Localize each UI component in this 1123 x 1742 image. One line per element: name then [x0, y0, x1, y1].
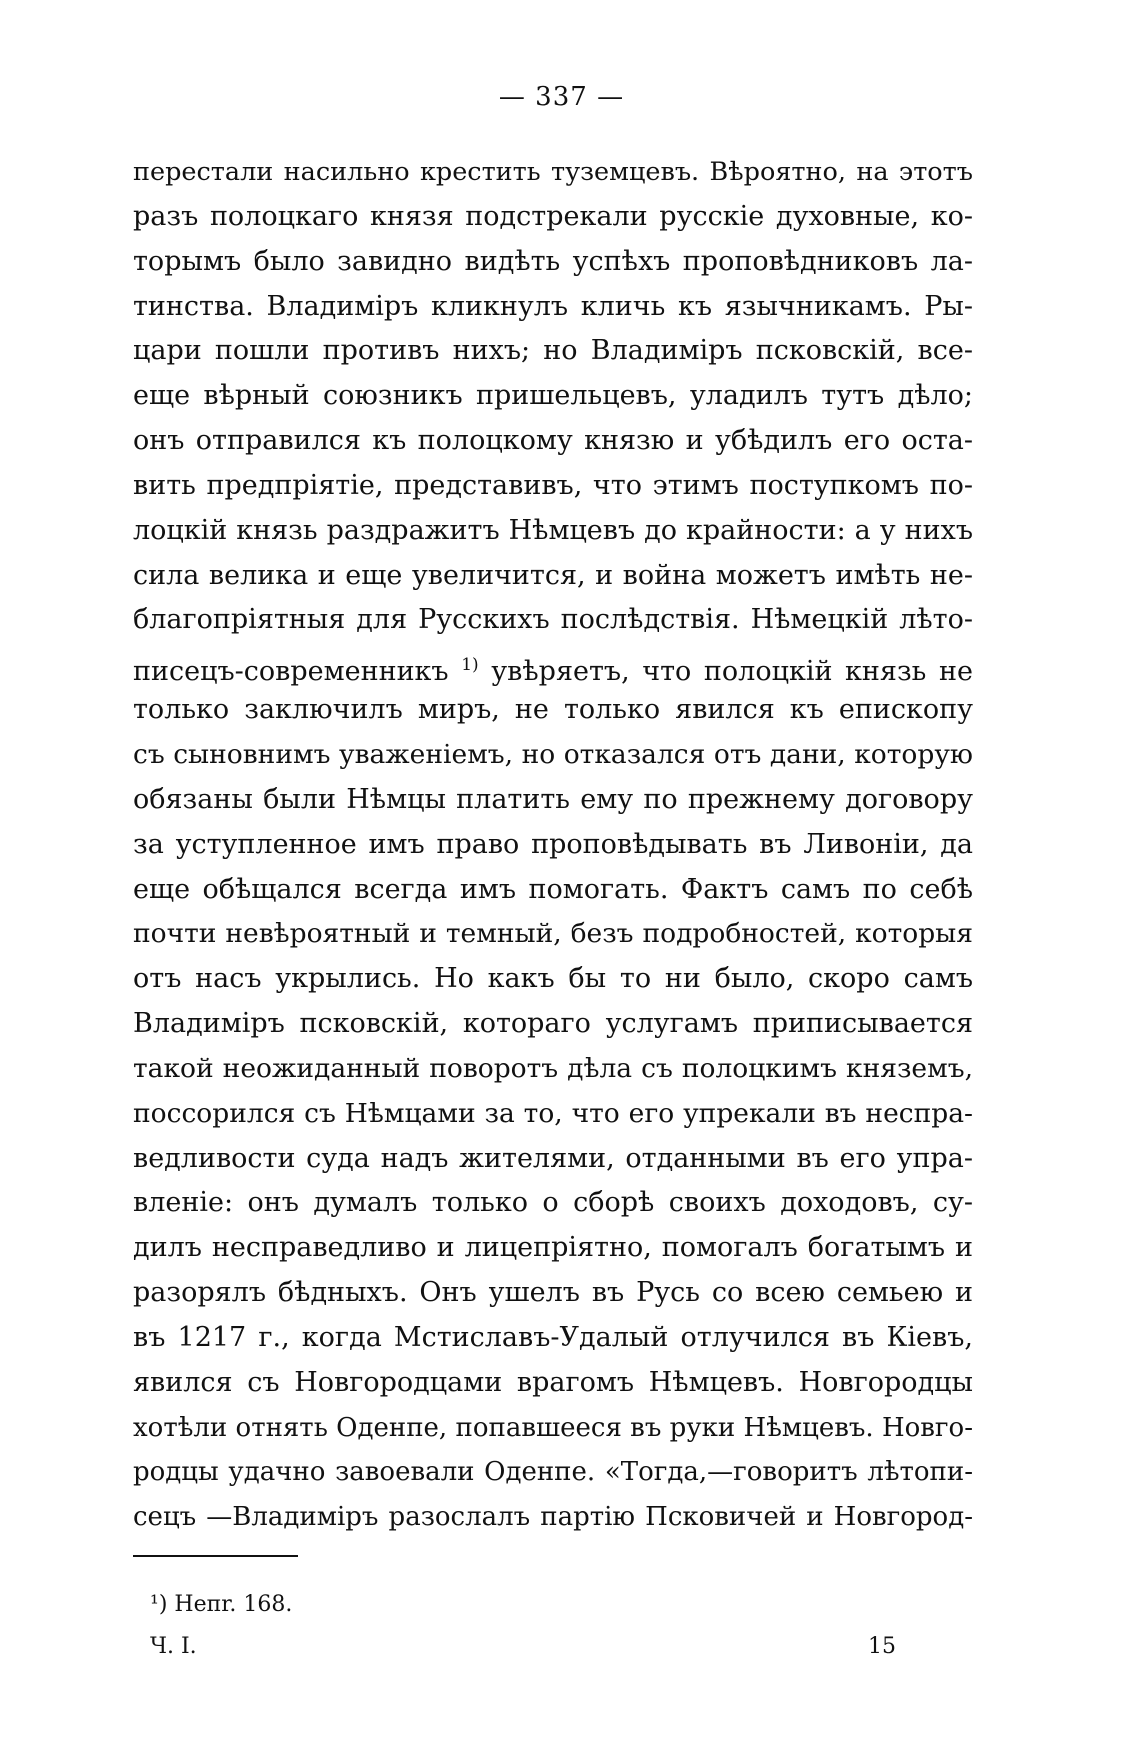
- text-line: обязаны были Нѣмцы платить ему по прежнему договору: [133, 783, 973, 815]
- text-line: тинства. Владиміръ кликнулъ кличь къ язычникамъ. Ры-: [133, 290, 973, 322]
- text-line: цари пошли противъ нихъ; но Владиміръ псковскій, все-: [133, 335, 973, 367]
- text-line: отъ насъ укрылись. Но какъ бы то ни было, скоро самъ: [133, 963, 973, 995]
- sheet-number: 15: [868, 1634, 896, 1659]
- text-line: Владиміръ псковскій, котораго услугамъ приписывается: [133, 1008, 973, 1040]
- footnote-reference: 1): [461, 655, 479, 676]
- text-line: только заключилъ миръ, не только явился къ епископу: [133, 694, 973, 726]
- text-line: лоцкій князь раздражитъ Нѣмцевъ до крайности: а у нихъ: [133, 514, 973, 546]
- text-line: перестали насильно крестить туземцевъ. Вѣроятно, на этотъ: [133, 157, 973, 187]
- text-line: ведливости суда надъ жителями, отданными въ его упра-: [133, 1142, 973, 1174]
- text-line: за уступленное имъ право проповѣдывать въ Ливоніи, да: [133, 828, 973, 860]
- text-line: вить предпріятіе, представивъ, что этимъ поступкомъ по-: [133, 469, 973, 501]
- text-line: почти невѣроятный и темный, безъ подробностей, которыя: [133, 918, 973, 950]
- body-text: [133, 150, 973, 1540]
- text-line: сецъ —Владиміръ разослалъ партію Псковичей и Новгород-: [133, 1502, 973, 1533]
- text-line: поссорился съ Нѣмцами за то, что его упрекали въ неспра-: [133, 1097, 973, 1129]
- text-segment: увѣряетъ, что полоцкій князь не: [491, 656, 973, 688]
- text-line: дилъ несправедливо и лицепріятно, помогалъ богатымъ и: [133, 1232, 973, 1264]
- text-line: разорялъ бѣдныхъ. Онъ ушелъ въ Русь со всею семьею и: [133, 1277, 973, 1309]
- text-line: сила велика и еще увеличится, и война можетъ имѣть не-: [133, 559, 973, 591]
- text-line: онъ отправился къ полоцкому князю и убѣдилъ его оста-: [133, 425, 973, 457]
- text-segment: писецъ-современникъ: [133, 656, 449, 688]
- text-line: съ сыновнимъ уваженіемъ, но отказался отъ дани, которую: [133, 738, 973, 770]
- text-line-with-footnote: [133, 643, 973, 688]
- text-line: родцы удачно завоевали Оденпе. «Тогда,—говоритъ лѣтопи-: [133, 1457, 973, 1488]
- text-line: въ 1217 г., когда Мстиславъ-Удалый отлучился въ Кіевъ,: [133, 1321, 973, 1353]
- text-line: разъ полоцкаго князя подстрекали русскіе духовные, ко-: [133, 200, 973, 232]
- footnote-divider: [133, 1555, 298, 1557]
- text-line: благопріятныя для Русскихъ послѣдствія. Нѣмецкій лѣто-: [133, 604, 973, 636]
- text-line: еще обѣщался всегда имъ помогать. Фактъ самъ по себѣ: [133, 873, 973, 905]
- signature-mark: Ч. I.: [150, 1634, 197, 1659]
- footnote: ¹) Heпr. 168.: [150, 1592, 293, 1617]
- page-number: — 337 —: [498, 82, 625, 112]
- text-line: еще вѣрный союзникъ пришельцевъ, уладилъ тутъ дѣло;: [133, 380, 973, 412]
- text-line: вленіе: онъ думалъ только о сборѣ своихъ доходовъ, су-: [133, 1187, 973, 1219]
- text-line: хотѣли отнять Оденпе, попавшееся въ руки Нѣмцевъ. Новго-: [133, 1412, 973, 1443]
- text-line: явился съ Новгородцами врагомъ Нѣмцевъ. Новгородцы: [133, 1366, 973, 1398]
- text-line: такой неожиданный поворотъ дѣла съ полоцкимъ княземъ,: [133, 1052, 973, 1084]
- text-line: торымъ было завидно видѣть успѣхъ проповѣдниковъ ла-: [133, 245, 973, 277]
